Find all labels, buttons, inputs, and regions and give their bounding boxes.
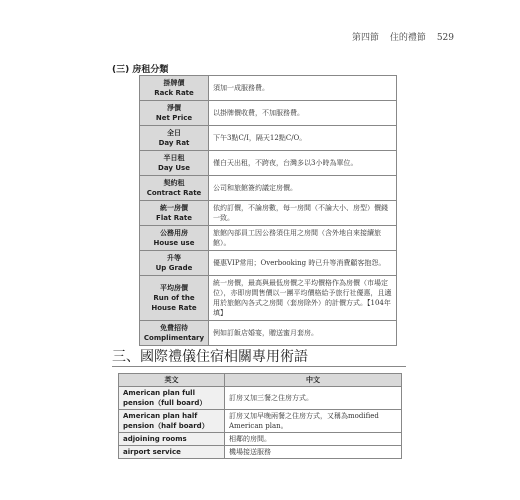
rate-row bbox=[140, 151, 397, 176]
rate-name-zh: 掛牌價 bbox=[163, 79, 185, 87]
rate-description: 以掛牌價收費，不加服務費。 bbox=[209, 101, 397, 126]
rate-description: 旅館內部員工因公務須住用之房間（含外地自來接續旅館）。 bbox=[209, 226, 397, 251]
room-rate-table bbox=[139, 75, 397, 346]
rate-name-en: Up Grade bbox=[155, 264, 193, 272]
rate-name-cell bbox=[140, 126, 209, 151]
rate-name-cell bbox=[140, 321, 209, 346]
rate-name-zh: 全日 bbox=[167, 129, 181, 137]
rate-description: 依約訂價，不論房數，每一房間（不論大小、房型）價錢一致。 bbox=[209, 201, 397, 226]
rate-name-cell bbox=[140, 276, 209, 321]
section-divider bbox=[112, 366, 406, 367]
term-en: American plan full pension（full board） bbox=[119, 387, 225, 410]
rate-description: 下午3點C/I，隔天12點C/O。 bbox=[209, 126, 397, 151]
rate-name-en: Contract Rate bbox=[146, 189, 202, 197]
terms-table bbox=[118, 373, 402, 459]
rate-name-zh: 公務用房 bbox=[160, 229, 188, 237]
term-zh: 訂房又加早晚兩餐之住房方式，又稱為modified American plan。 bbox=[225, 410, 402, 433]
rate-name-cell bbox=[140, 101, 209, 126]
page-header bbox=[344, 30, 454, 43]
rate-name-en: House use bbox=[153, 239, 195, 247]
rate-row bbox=[140, 226, 397, 251]
term-zh: 訂房又加三餐之住房方式。 bbox=[225, 387, 402, 410]
term-row bbox=[119, 387, 402, 410]
rate-row bbox=[140, 276, 397, 321]
rate-row bbox=[140, 101, 397, 126]
rate-description: 統一房價，最高與最低房價之平均價格作為房價（市場定位），亦即房間售價以一團平均價格給予旅行社優惠，且適用於旅館內各式之房間（套房除外）的計價方式。【104年填】 bbox=[209, 276, 397, 321]
term-en: adjoining rooms bbox=[119, 433, 225, 446]
terms-header-zh: 中文 bbox=[225, 374, 402, 387]
rate-row bbox=[140, 76, 397, 101]
term-en: airport service bbox=[119, 446, 225, 459]
rate-name-en: Day Rat bbox=[158, 139, 190, 147]
rate-name-en: Net Price bbox=[155, 114, 193, 122]
rate-description: 僅白天出租，不跨夜，台灣多以3小時為單位。 bbox=[209, 151, 397, 176]
term-row bbox=[119, 410, 402, 433]
rate-description: 公司和旅館簽約議定房價。 bbox=[209, 176, 397, 201]
term-row bbox=[119, 433, 402, 446]
rate-name-en: Complimentary bbox=[143, 334, 205, 342]
page-number: 529 bbox=[436, 33, 454, 43]
rate-row bbox=[140, 251, 397, 276]
rate-name-zh: 淨價 bbox=[167, 104, 181, 112]
term-zh: 相鄰的房間。 bbox=[225, 433, 402, 446]
rate-name-zh: 契約租 bbox=[163, 179, 185, 187]
rate-name-en: Flat Rate bbox=[156, 214, 192, 222]
rate-name-en: Run of the House Rate bbox=[151, 294, 197, 312]
rate-name-cell bbox=[140, 201, 209, 226]
rate-name-zh: 平均房價 bbox=[160, 284, 188, 292]
term-zh: 機場接送服務 bbox=[225, 446, 402, 459]
rate-description: 例如訂飯店婚宴，贈送蜜月套房。 bbox=[209, 321, 397, 346]
rate-name-cell bbox=[140, 151, 209, 176]
subsection-title: (三) 房租分類 bbox=[112, 65, 169, 75]
rate-name-zh: 免費招待 bbox=[160, 324, 188, 332]
rate-name-en: Rack Rate bbox=[154, 89, 194, 97]
rate-description: 優惠VIP常用；Overbooking 時已升等消費顧客抱怨。 bbox=[209, 251, 397, 276]
rate-row bbox=[140, 201, 397, 226]
header-section: 第四節 bbox=[352, 33, 380, 43]
rate-name-cell bbox=[140, 176, 209, 201]
term-row bbox=[119, 446, 402, 459]
rate-row bbox=[140, 321, 397, 346]
rate-name-zh: 升等 bbox=[167, 254, 181, 262]
term-en: American plan half pension（half board） bbox=[119, 410, 225, 433]
rate-row bbox=[140, 126, 397, 151]
rate-description: 須加一成服務費。 bbox=[209, 76, 397, 101]
rate-row bbox=[140, 176, 397, 201]
rate-name-cell bbox=[140, 251, 209, 276]
rate-name-en: Day Use bbox=[158, 164, 190, 172]
rate-name-cell bbox=[140, 226, 209, 251]
rate-name-zh: 半日租 bbox=[163, 154, 185, 162]
rate-name-zh: 統一房價 bbox=[160, 204, 188, 212]
rate-name-cell bbox=[140, 76, 209, 101]
header-title: 住的禮節 bbox=[389, 33, 426, 43]
section-title: 三、國際禮儀住宿相關專用術語 bbox=[112, 349, 308, 365]
terms-header-en: 英文 bbox=[119, 374, 225, 387]
